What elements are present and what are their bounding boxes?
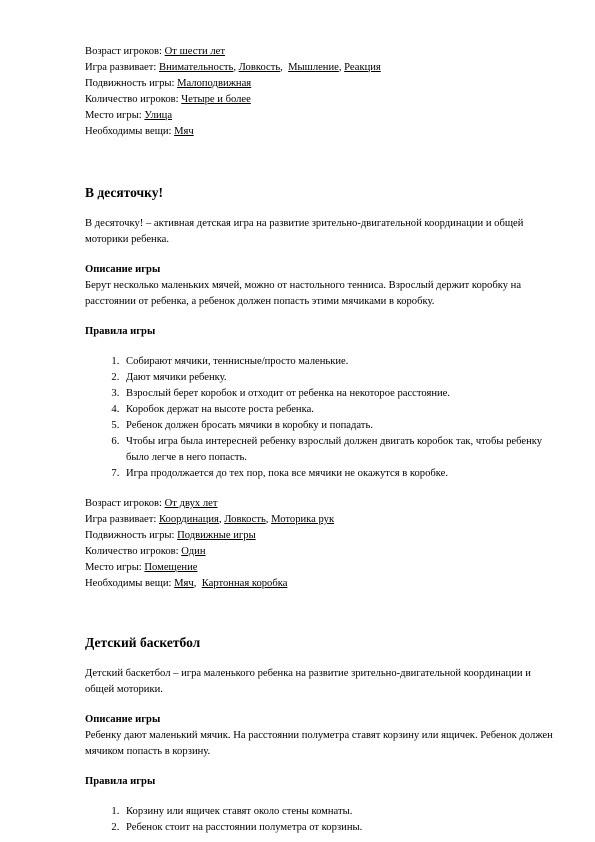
prop-players: Количество игроков: Один — [85, 546, 206, 557]
prop-link[interactable]: Мяч — [174, 126, 194, 137]
list-item: 1. Собирают мячики, теннисные/просто маленькие. — [122, 354, 555, 370]
prop-link[interactable]: Координация — [159, 514, 219, 525]
game2-title: В десяточку! — [85, 185, 163, 200]
prop-place: Место игры: Улица — [85, 110, 173, 121]
prop-players: Количество игроков: Четыре и более — [85, 94, 251, 105]
prop-develops: Игра развивает: Внимательность, Ловкость, Мышление, Реакция — [85, 62, 381, 73]
game2-description-heading: Описание игры — [85, 264, 161, 275]
game1-props — [85, 44, 555, 140]
game3-rules-heading: Правила игры — [85, 776, 156, 787]
game2-props — [85, 496, 555, 592]
prop-link[interactable]: Моторика рук — [271, 514, 335, 525]
prop-develops: Игра развивает: Координация, Ловкость, Моторика рук — [85, 514, 335, 525]
list-item: 7. Игра продолжается до тех пор, пока все мячики не окажутся в коробке. — [122, 466, 555, 482]
game3-description-heading: Описание игры — [85, 714, 161, 725]
prop-link[interactable]: Четыре и более — [181, 94, 251, 105]
prop-link[interactable]: Ловкость — [238, 62, 281, 73]
list-item: 5. Ребенок должен бросать мячики в коробку и попадать. — [122, 418, 555, 434]
prop-link[interactable]: Ловкость — [224, 514, 266, 525]
prop-mobility: Подвижность игры: Подвижные игры — [85, 530, 256, 541]
game3-intro: Детский баскетбол – игра маленького ребенка на развитие зрительно-двигательной координации и общей моторики. — [85, 668, 531, 695]
list-item: 4. Коробок держат на высоте роста ребенка. — [122, 402, 555, 418]
prop-link[interactable]: Один — [181, 546, 206, 557]
document-page — [85, 44, 555, 836]
prop-link[interactable]: Реакция — [344, 62, 381, 73]
game3-description: Ребенку дают маленький мячик. На расстоянии полуметра ставят корзину или ящичек. Ребенок должен мячиком попасть в корзину. — [85, 730, 553, 757]
game3-rules-list — [85, 804, 555, 836]
prop-link[interactable]: Внимательность — [159, 62, 234, 73]
prop-link[interactable]: Помещение — [144, 562, 198, 573]
prop-link[interactable]: Мышление — [288, 62, 339, 73]
prop-age: Возраст игроков: От шести лет — [85, 46, 225, 57]
list-item: 2. Дают мячики ребенку. — [122, 370, 555, 386]
prop-link[interactable]: От двух лет — [164, 498, 218, 509]
game2-rules-list — [85, 354, 555, 482]
prop-age: Возраст игроков: От двух лет — [85, 498, 218, 509]
list-item: 3. Взрослый берет коробок и отходит от ребенка на некоторое расстояние. — [122, 386, 555, 402]
prop-items: Необходимы вещи: Мяч — [85, 126, 194, 137]
game2-rules-heading: Правила игры — [85, 326, 156, 337]
list-item: 2. Ребенок стоит на расстоянии полуметра от корзины. — [122, 820, 555, 836]
prop-mobility: Подвижность игры: Малоподвижная — [85, 78, 252, 89]
prop-link[interactable]: Подвижные игры — [177, 530, 256, 541]
list-item: 1. Корзину или ящичек ставят около стены комнаты. — [122, 804, 555, 820]
prop-link[interactable]: Мяч — [174, 578, 194, 589]
prop-place: Место игры: Помещение — [85, 562, 198, 573]
prop-items: Необходимы вещи: Мяч, Картонная коробка — [85, 578, 288, 589]
list-item: 6. Чтобы игра была интересней ребенку взрослый должен двигать коробок так, чтобы ребенку было легче в него попасть. — [122, 434, 555, 466]
prop-link[interactable]: Малоподвижная — [177, 78, 252, 89]
prop-link[interactable]: Картонная коробка — [201, 578, 288, 589]
game3-title: Детский баскетбол — [85, 635, 201, 650]
game2-intro: В десяточку! – активная детская игра на развитие зрительно-двигательной координации и общей моторики ребенка. — [85, 218, 524, 245]
game2-description: Берут несколько маленьких мячей, можно от настольного тенниса. Взрослый держит коробку на расстоянии от ребенка, а ребенок должен попасть этими мячиками в коробку. — [85, 280, 522, 307]
prop-link[interactable]: Улица — [144, 110, 173, 121]
prop-link[interactable]: От шести лет — [164, 46, 225, 57]
